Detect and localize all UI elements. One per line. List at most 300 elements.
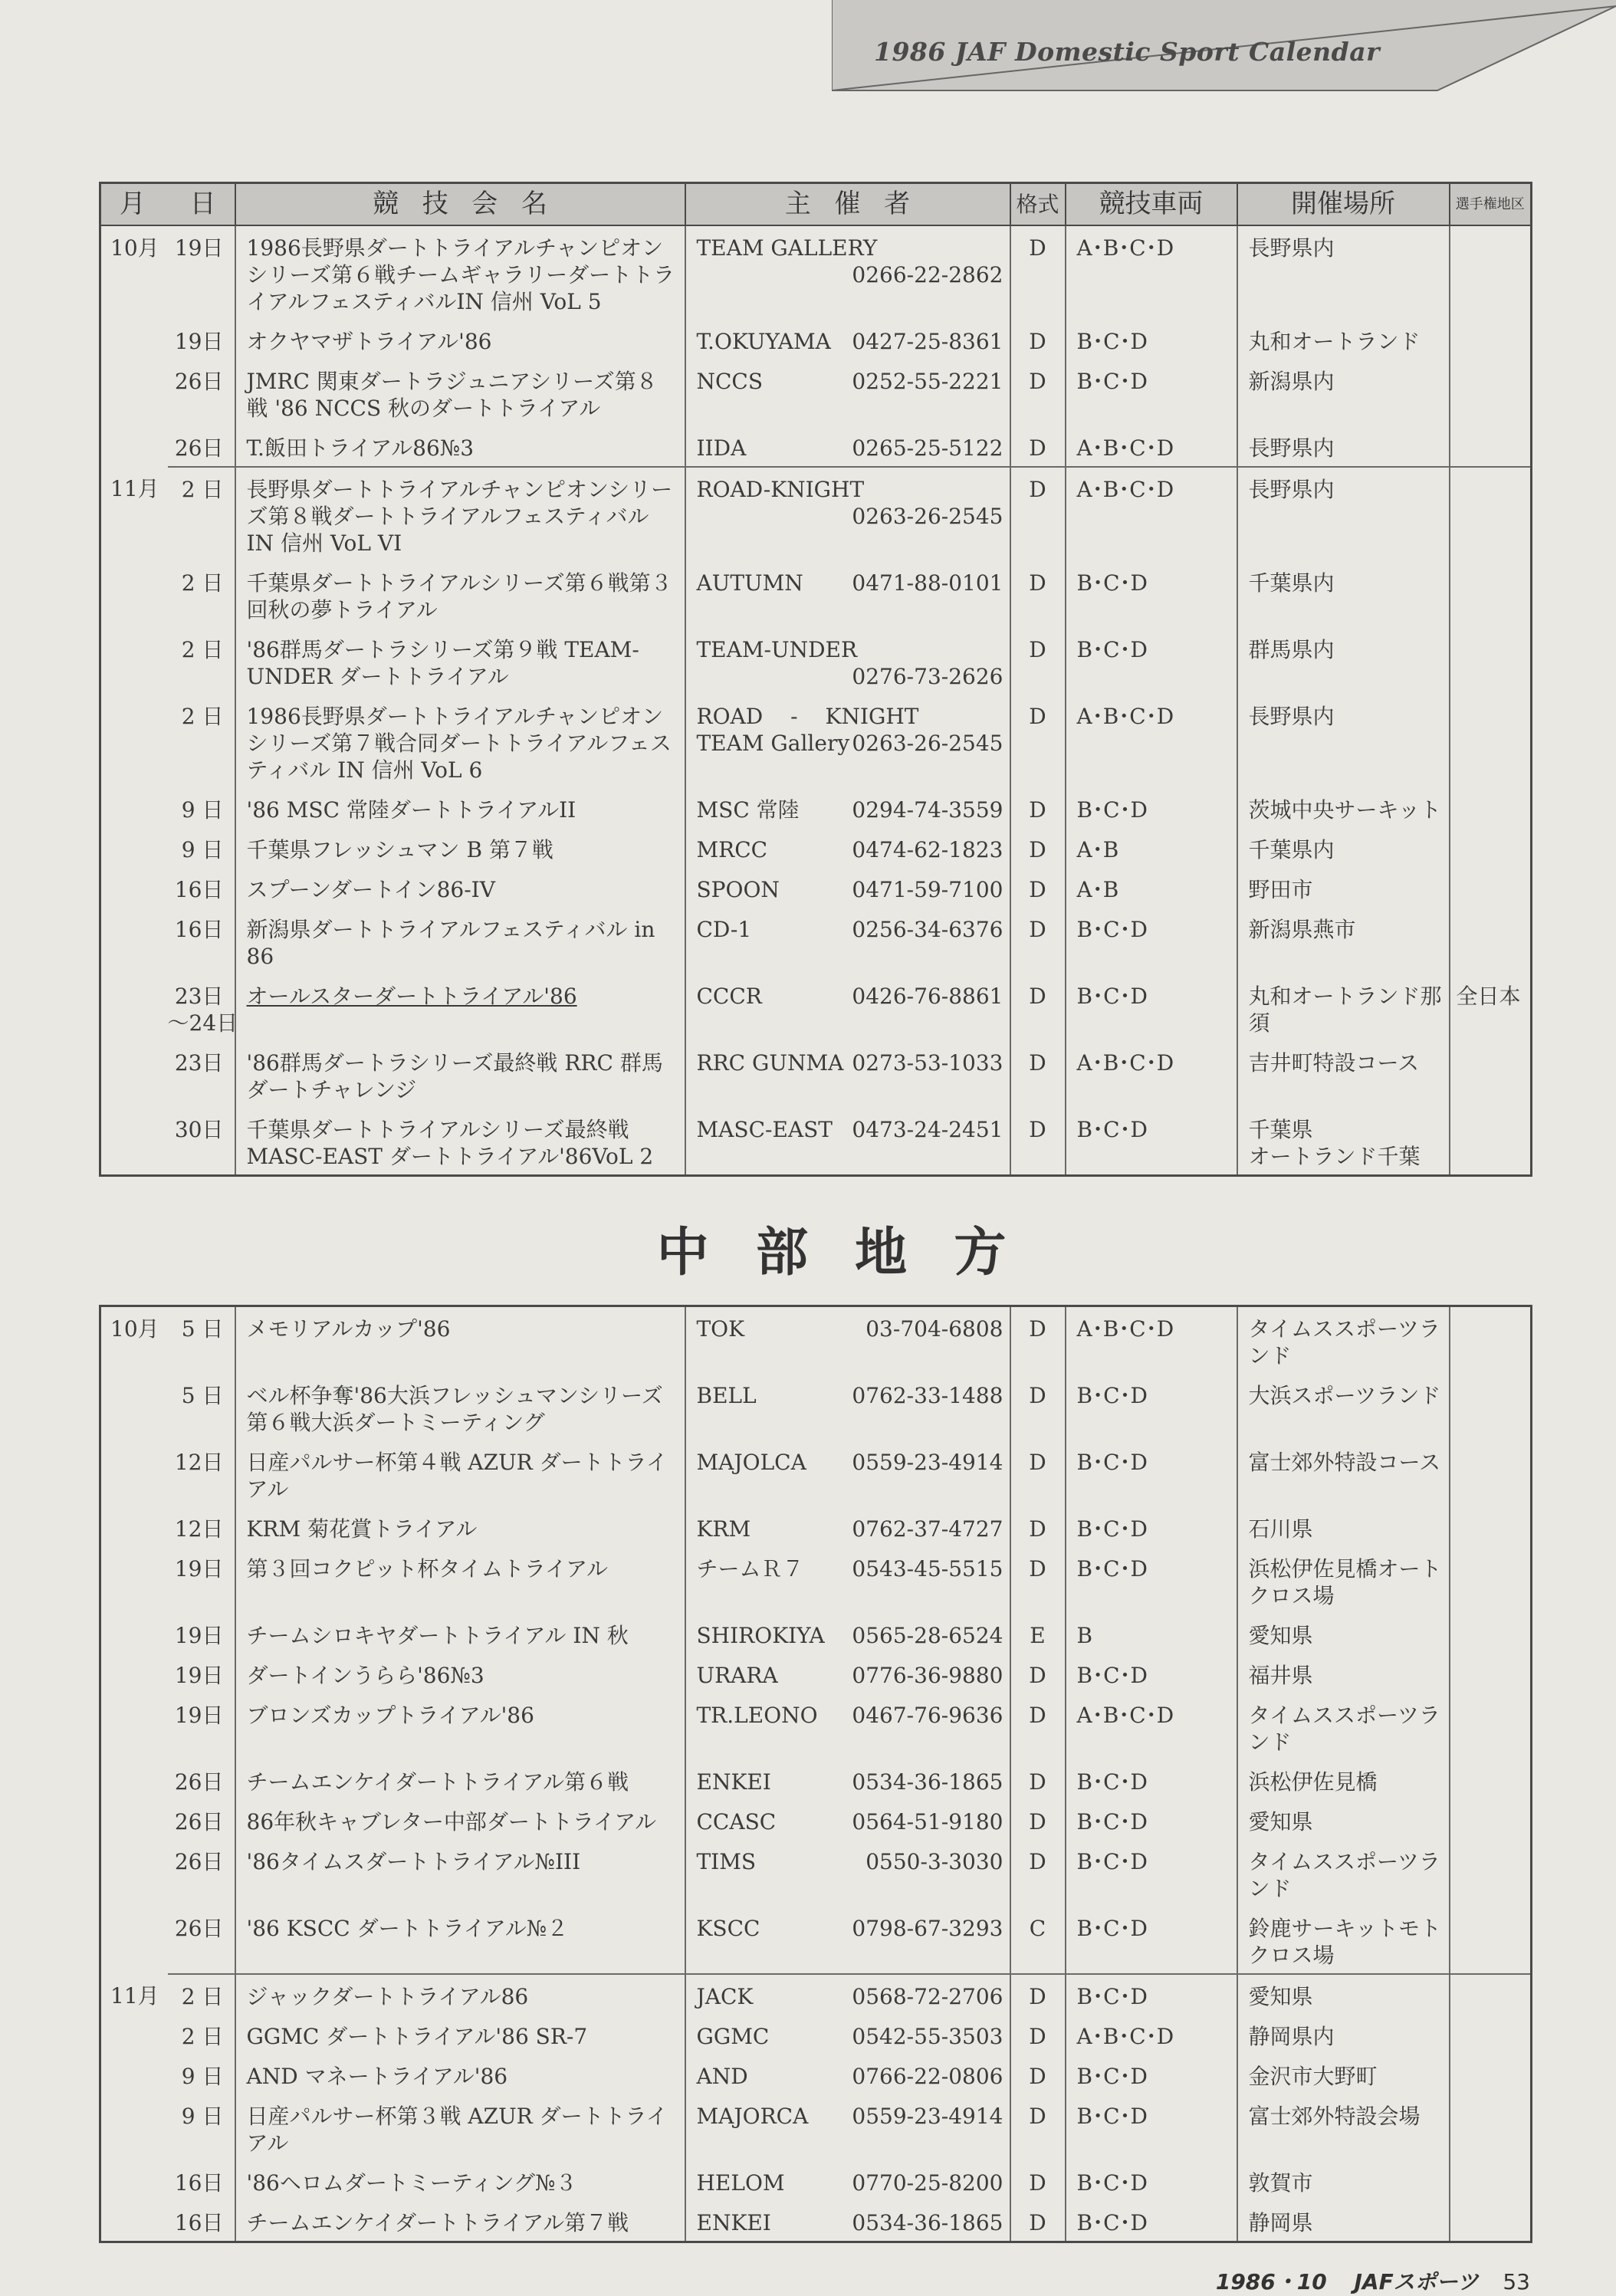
organizer-line: [697, 1049, 1003, 1076]
table-row: [100, 1907, 1532, 1974]
vehicles-cell: A･B･C･D: [1066, 467, 1237, 561]
organizer-name: MSC 常陸: [696, 797, 800, 823]
organizer-line: [697, 1915, 1003, 1942]
region-cell: [1450, 1693, 1532, 1760]
venue-cell: 長野県内: [1237, 467, 1450, 561]
vehicles-cell: B･C･D: [1066, 2055, 1237, 2094]
organizer-line: [697, 2063, 1003, 2090]
organizer-cell: [685, 695, 1010, 788]
organizer-cell: [685, 1374, 1010, 1440]
vehicles-cell: B･C･D: [1066, 908, 1237, 974]
region-cell: [1450, 360, 1532, 426]
day-text: 16日: [174, 2210, 224, 2235]
venue-cell: 愛知県: [1237, 1614, 1450, 1654]
venue-cell: 長野県内: [1237, 225, 1450, 320]
region-cell: [1450, 2015, 1532, 2055]
organizer-phone: 0263-26-2545: [852, 731, 1003, 756]
organizer-cell: [685, 788, 1010, 828]
venue-cell: 石川県: [1237, 1507, 1450, 1547]
day-text: 9 日: [181, 2104, 224, 2129]
month-cell: 10月: [100, 1306, 168, 1975]
event-name: 千葉県ダートトライアルシリーズ第６戦第３回秋の夢トライアル: [246, 570, 672, 622]
table-row: [100, 1374, 1532, 1440]
organizer-phone: 0474-62-1823: [852, 837, 1003, 862]
footer-magazine: JAFスポーツ: [1354, 2269, 1479, 2294]
day-text: 16日: [174, 917, 224, 942]
day-text: 2 日: [181, 570, 224, 596]
page-number: 53: [1503, 2269, 1530, 2294]
region-cell: [1450, 908, 1532, 974]
day-cell: [168, 908, 235, 974]
event-name-cell: [235, 320, 685, 360]
event-name-cell: [235, 1614, 685, 1654]
event-name: ジャックダートトライアル86: [246, 1984, 529, 2009]
organizer-cell: [685, 1654, 1010, 1693]
day-cell: [168, 1840, 235, 1907]
organizer-line: [697, 2103, 1003, 2130]
venue-cell: 静岡県内: [1237, 2015, 1450, 2055]
organizer-phone: 0473-24-2451: [852, 1117, 1003, 1142]
organizer-name: ENKEI: [696, 2210, 771, 2235]
day-text: 19日: [174, 1663, 224, 1688]
vehicles-cell: B･C･D: [1066, 1974, 1237, 2015]
organizer-phone: 0559-23-4914: [852, 1450, 1003, 1475]
table-row: [100, 561, 1532, 628]
organizer-phone: 0542-55-3503: [852, 2024, 1003, 2049]
venue-cell: 群馬県内: [1237, 628, 1450, 695]
organizer-name: CD-1: [696, 917, 752, 942]
organizer-name: HELOM: [696, 2170, 785, 2196]
region-cell: [1450, 1440, 1532, 1507]
region-cell: [1450, 1840, 1532, 1907]
organizer-name: IIDA: [696, 435, 747, 461]
organizer-name: CCASC: [696, 1809, 777, 1835]
day-text: 2 日: [181, 637, 224, 662]
day-cell: [168, 467, 235, 561]
organizer-line: [697, 916, 1003, 943]
event-name: JMRC 関東ダートラジュニアシリーズ第８戦 '86 NCCS 秋のダートトライアル: [246, 369, 658, 421]
organizer-cell: [685, 1547, 1010, 1614]
event-name-cell: [235, 1693, 685, 1760]
event-name-cell: [235, 1306, 685, 1375]
organizer-line: [697, 876, 1003, 903]
table-row: [100, 695, 1532, 788]
format-cell: D: [1010, 1041, 1066, 1108]
organizer-name: TEAM GALLERY: [696, 235, 878, 261]
organizer-cell: [685, 1760, 1010, 1800]
event-name: オールスターダートトライアル'86: [246, 984, 577, 1009]
venue-cell: タイムススポーツランド: [1237, 1840, 1450, 1907]
calendar-table-chubu: [99, 1305, 1532, 2243]
organizer-line: [697, 1848, 1003, 1875]
organizer-cell: [685, 1800, 1010, 1840]
table-row: [100, 1440, 1532, 1507]
organizer-cell: [685, 1041, 1010, 1108]
format-cell: D: [1010, 225, 1066, 320]
table-body: [100, 225, 1532, 1176]
format-cell: D: [1010, 1760, 1066, 1800]
event-name-cell: [235, 974, 685, 1041]
event-name: 新潟県ダートトライアルフェスティバル in 86: [246, 917, 655, 969]
organizer-phone: 0276-73-2626: [852, 664, 1003, 689]
table-row: [100, 1974, 1532, 2015]
vehicles-cell: B･C･D: [1066, 320, 1237, 360]
day-text: 9 日: [181, 2064, 224, 2089]
col-header-name: 競技会名: [235, 183, 685, 226]
vehicles-cell: B: [1066, 1614, 1237, 1654]
organizer-line: [697, 1622, 1003, 1649]
region-cell: [1450, 628, 1532, 695]
table-row: [100, 1547, 1532, 1614]
organizer-phone: 0467-76-9636: [852, 1703, 1003, 1728]
organizer-phone: 0766-22-0806: [852, 2064, 1003, 2089]
day-text: 26日: [174, 435, 224, 461]
day-cell: [168, 2161, 235, 2201]
vehicles-cell: A･B･C･D: [1066, 2015, 1237, 2055]
table-row: [100, 467, 1532, 561]
day-cell: [168, 1507, 235, 1547]
table-row: [100, 828, 1532, 868]
venue-cell: 新潟県内: [1237, 360, 1450, 426]
event-name-cell: [235, 1800, 685, 1840]
day-cell: [168, 1760, 235, 1800]
region-cell: [1450, 828, 1532, 868]
day-cell: [168, 426, 235, 467]
venue-cell: 茨城中央サーキット: [1237, 788, 1450, 828]
organizer-line: [697, 1382, 1003, 1409]
venue-cell: 愛知県: [1237, 1800, 1450, 1840]
event-name: '86タイムスダートトライアル№III: [246, 1849, 581, 1874]
organizer-line: [697, 2023, 1003, 2050]
day-text: 2 日: [181, 704, 224, 729]
event-name: 1986長野県ダートトライアルチャンピオンシリーズ第６戦チームギャラリーダートトライアルフェスティバルIN 信州 VoL 5: [246, 235, 675, 314]
event-name-cell: [235, 1907, 685, 1974]
organizer-name: MRCC: [696, 837, 768, 862]
format-cell: D: [1010, 1547, 1066, 1614]
organizer-line: [697, 1555, 1003, 1582]
vehicles-cell: B･C･D: [1066, 2161, 1237, 2201]
event-name: T.飯田トライアル86№3: [246, 435, 475, 461]
format-cell: D: [1010, 2055, 1066, 2094]
organizer-name: TR.LEONO: [696, 1703, 818, 1728]
vehicles-cell: A･B･C･D: [1066, 695, 1237, 788]
format-cell: D: [1010, 1374, 1066, 1440]
organizer-cell: [685, 1507, 1010, 1547]
event-name-cell: [235, 426, 685, 467]
table-row: [100, 1306, 1532, 1375]
event-name-cell: [235, 1507, 685, 1547]
day-text: 12日: [174, 1516, 224, 1542]
event-name: スプーンダートイン86-IV: [246, 877, 495, 902]
organizer-line: [697, 2209, 1003, 2236]
vehicles-cell: A･B･C･D: [1066, 1306, 1237, 1375]
organizer-name: ROAD - KNIGHT TEAM Gallery: [696, 704, 941, 756]
organizer-cell: [685, 908, 1010, 974]
table-row: [100, 1507, 1532, 1547]
venue-cell: 丸和オートランド: [1237, 320, 1450, 360]
organizer-phone: 0762-37-4727: [852, 1516, 1003, 1542]
vehicles-cell: B･C･D: [1066, 1507, 1237, 1547]
table-body: [100, 1306, 1532, 2242]
organizer-cell: [685, 1306, 1010, 1375]
event-name-cell: [235, 1108, 685, 1176]
table-row: [100, 1108, 1532, 1176]
event-name: チームエンケイダートトライアル第７戦: [246, 2210, 629, 2235]
organizer-cell: [685, 828, 1010, 868]
organizer-name: SHIROKIYA: [696, 1623, 825, 1648]
table-row: [100, 974, 1532, 1041]
organizer-line: [697, 1983, 1003, 2010]
format-cell: D: [1010, 868, 1066, 908]
organizer-line: [697, 328, 1003, 355]
venue-cell: 富士郊外特設コース: [1237, 1440, 1450, 1507]
organizer-name: KSCC: [696, 1916, 760, 1941]
event-name-cell: [235, 2094, 685, 2161]
day-text: 16日: [174, 877, 224, 902]
vehicles-cell: A･B･C･D: [1066, 1041, 1237, 1108]
event-name: '86 KSCC ダートトライアル№２: [246, 1916, 569, 1941]
organizer-cell: [685, 974, 1010, 1041]
venue-cell: 長野県内: [1237, 695, 1450, 788]
month-cell: 11月: [100, 1974, 168, 2242]
vehicles-cell: B･C･D: [1066, 561, 1237, 628]
day-text: 23日: [174, 1050, 224, 1076]
region-cell: [1450, 1760, 1532, 1800]
format-cell: D: [1010, 1840, 1066, 1907]
format-cell: D: [1010, 908, 1066, 974]
table-header-row: [100, 183, 1532, 226]
region-cell: [1450, 1374, 1532, 1440]
organizer-phone: 0776-36-9880: [852, 1663, 1003, 1688]
format-cell: D: [1010, 320, 1066, 360]
event-name: GGMC ダートトライアル'86 SR-7: [246, 2024, 588, 2049]
organizer-line: [697, 797, 1003, 823]
organizer-phone: 0770-25-8200: [852, 2170, 1003, 2196]
organizer-phone: 0564-51-9180: [852, 1809, 1003, 1835]
event-name: 第３回コクピット杯タイムトライアル: [246, 1556, 609, 1582]
vehicles-cell: B･C･D: [1066, 1800, 1237, 1840]
vehicles-cell: A･B･C･D: [1066, 426, 1237, 467]
table-row: [100, 1614, 1532, 1654]
venue-cell: 長野県内: [1237, 426, 1450, 467]
venue-cell: 新潟県燕市: [1237, 908, 1450, 974]
day-text: 26日: [174, 1809, 224, 1835]
organizer-phone: 03-704-6808: [865, 1316, 1003, 1342]
venue-cell: 富士郊外特設会場: [1237, 2094, 1450, 2161]
organizer-line: [697, 435, 1003, 461]
organizer-name: MAJOLCA: [696, 1450, 806, 1475]
region-cell: [1450, 2055, 1532, 2094]
organizer-line: [697, 1769, 1003, 1795]
day-text: 9 日: [181, 837, 224, 862]
format-cell: D: [1010, 561, 1066, 628]
venue-cell: 愛知県: [1237, 1974, 1450, 2015]
organizer-cell: [685, 628, 1010, 695]
organizer-cell: [685, 467, 1010, 561]
organizer-phone: 0550-3-3030: [865, 1849, 1003, 1874]
event-name: チームエンケイダートトライアル第６戦: [246, 1769, 629, 1795]
day-text: 30日: [174, 1117, 224, 1142]
col-header-vehicles: 競技車両: [1066, 183, 1237, 226]
format-cell: D: [1010, 628, 1066, 695]
day-cell: [168, 628, 235, 695]
region-cell: [1450, 868, 1532, 908]
venue-cell: 敦賀市: [1237, 2161, 1450, 2201]
event-name-cell: [235, 788, 685, 828]
organizer-name: ROAD-KNIGHT: [696, 477, 865, 502]
format-cell: D: [1010, 1974, 1066, 2015]
format-cell: D: [1010, 695, 1066, 788]
format-cell: D: [1010, 974, 1066, 1041]
format-cell: E: [1010, 1614, 1066, 1654]
day-text: 19日: [174, 1623, 224, 1648]
day-text: 19日: [174, 1703, 224, 1728]
format-cell: D: [1010, 1693, 1066, 1760]
organizer-name: T.OKUYAMA: [696, 329, 831, 354]
region-cell: 全日本: [1450, 974, 1532, 1041]
event-name-cell: [235, 1760, 685, 1800]
region-cell: [1450, 225, 1532, 320]
day-text: 26日: [174, 1849, 224, 1874]
venue-cell: 浜松伊佐見橋: [1237, 1760, 1450, 1800]
vehicles-cell: B･C･D: [1066, 1654, 1237, 1693]
format-cell: D: [1010, 828, 1066, 868]
organizer-phone: 0534-36-1865: [852, 1769, 1003, 1795]
table-row: [100, 2015, 1532, 2055]
event-name: 千葉県ダートトライアルシリーズ最終戦 MASC-EAST ダートトライアル'86VoL 2: [246, 1117, 654, 1169]
region-cell: [1450, 2161, 1532, 2201]
table-row: [100, 2055, 1532, 2094]
organizer-cell: [685, 2094, 1010, 2161]
organizer-phone: 0471-88-0101: [852, 570, 1003, 596]
format-cell: D: [1010, 1654, 1066, 1693]
format-cell: D: [1010, 1440, 1066, 1507]
organizer-line: [697, 983, 1003, 1010]
region-cell: [1450, 2201, 1532, 2242]
event-name-cell: [235, 868, 685, 908]
format-cell: D: [1010, 360, 1066, 426]
organizer-phone: 0265-25-5122: [852, 435, 1003, 461]
day-cell: [168, 695, 235, 788]
organizer-name: GGMC: [696, 2024, 770, 2049]
event-name: KRM 菊花賞トライアル: [246, 1516, 478, 1542]
organizer-name: ENKEI: [696, 1769, 771, 1795]
day-text: 2 日: [181, 1984, 224, 2009]
event-name: '86群馬ダートラシリーズ第９戦 TEAM-UNDER ダートトライアル: [246, 637, 639, 689]
format-cell: D: [1010, 467, 1066, 561]
region-cell: [1450, 1507, 1532, 1547]
region-cell: [1450, 788, 1532, 828]
event-name-cell: [235, 1547, 685, 1614]
venue-cell: 野田市: [1237, 868, 1450, 908]
vehicles-cell: B･C･D: [1066, 1760, 1237, 1800]
organizer-phone: 0263-26-2545: [852, 504, 1003, 529]
day-cell: [168, 360, 235, 426]
table-row: [100, 908, 1532, 974]
venue-cell: 浜松伊佐見橋オートクロス場: [1237, 1547, 1450, 1614]
organizer-phone: 0471-59-7100: [852, 877, 1003, 902]
event-name-cell: [235, 1840, 685, 1907]
event-name-cell: [235, 695, 685, 788]
organizer-phone: 0252-55-2221: [852, 369, 1003, 394]
vehicles-cell: B･C･D: [1066, 1108, 1237, 1176]
venue-cell: 千葉県内: [1237, 561, 1450, 628]
day-end-text: ～24日: [167, 1010, 238, 1036]
organizer-cell: [685, 426, 1010, 467]
event-name: オクヤマザトライアル'86: [246, 329, 492, 354]
day-cell: [168, 1907, 235, 1974]
organizer-line: [697, 1808, 1003, 1835]
region-cell: [1450, 1108, 1532, 1176]
day-cell: [168, 1614, 235, 1654]
organizer-phone: 0534-36-1865: [852, 2210, 1003, 2235]
organizer-line: [697, 368, 1003, 395]
event-name: 86年秋キャブレター中部ダートトライアル: [246, 1809, 657, 1835]
day-text: 19日: [174, 235, 224, 261]
organizer-cell: [685, 2015, 1010, 2055]
organizer-line: [697, 1516, 1003, 1542]
organizer-line: [697, 1702, 1003, 1729]
venue-cell: 鈴鹿サーキットモトクロス場: [1237, 1907, 1450, 1974]
venue-cell: 静岡県: [1237, 2201, 1450, 2242]
organizer-name: TIMS: [696, 1849, 757, 1874]
venue-cell: 金沢市大野町: [1237, 2055, 1450, 2094]
region-cell: [1450, 1306, 1532, 1375]
vehicles-cell: B･C･D: [1066, 1840, 1237, 1907]
day-cell: [168, 2094, 235, 2161]
organizer-name: URARA: [696, 1663, 778, 1688]
organizer-phone: 0273-53-1033: [852, 1050, 1003, 1076]
event-name-cell: [235, 467, 685, 561]
event-name-cell: [235, 1374, 685, 1440]
day-text: 5 日: [181, 1316, 224, 1342]
organizer-name: SPOON: [696, 877, 780, 902]
table-row: [100, 788, 1532, 828]
event-name-cell: [235, 2015, 685, 2055]
organizer-name: BELL: [696, 1383, 757, 1408]
organizer-cell: [685, 2055, 1010, 2094]
event-name: チームシロキヤダートトライアル IN 秋: [246, 1623, 629, 1648]
region-cell: [1450, 1614, 1532, 1654]
day-cell: [168, 320, 235, 360]
day-cell: [168, 1041, 235, 1108]
organizer-cell: [685, 1108, 1010, 1176]
day-text: 19日: [174, 1556, 224, 1582]
vehicles-cell: B･C･D: [1066, 2201, 1237, 2242]
col-header-organizer: 主催者: [685, 183, 1010, 226]
day-cell: [168, 1108, 235, 1176]
region-cell: [1450, 1654, 1532, 1693]
day-cell: [168, 828, 235, 868]
col-header-region: 選手権地区: [1450, 183, 1532, 226]
venue-cell: 丸和オートランド那須: [1237, 974, 1450, 1041]
organizer-phone: 0762-33-1488: [852, 1383, 1003, 1408]
calendar-table-kanto: [99, 182, 1532, 1177]
event-name-cell: [235, 1974, 685, 2015]
day-text: 19日: [174, 329, 224, 354]
col-header-format: 格式: [1010, 183, 1066, 226]
organizer-name: チームＲ７: [696, 1556, 804, 1582]
day-text: 9 日: [181, 797, 224, 823]
vehicles-cell: B･C･D: [1066, 1440, 1237, 1507]
organizer-phone: 0565-28-6524: [852, 1623, 1003, 1648]
region-cell: [1450, 1974, 1532, 2015]
day-cell: [168, 1800, 235, 1840]
vehicles-cell: A･B: [1066, 868, 1237, 908]
organizer-phone: 0559-23-4914: [852, 2104, 1003, 2129]
table-row: [100, 225, 1532, 320]
day-cell: [168, 868, 235, 908]
